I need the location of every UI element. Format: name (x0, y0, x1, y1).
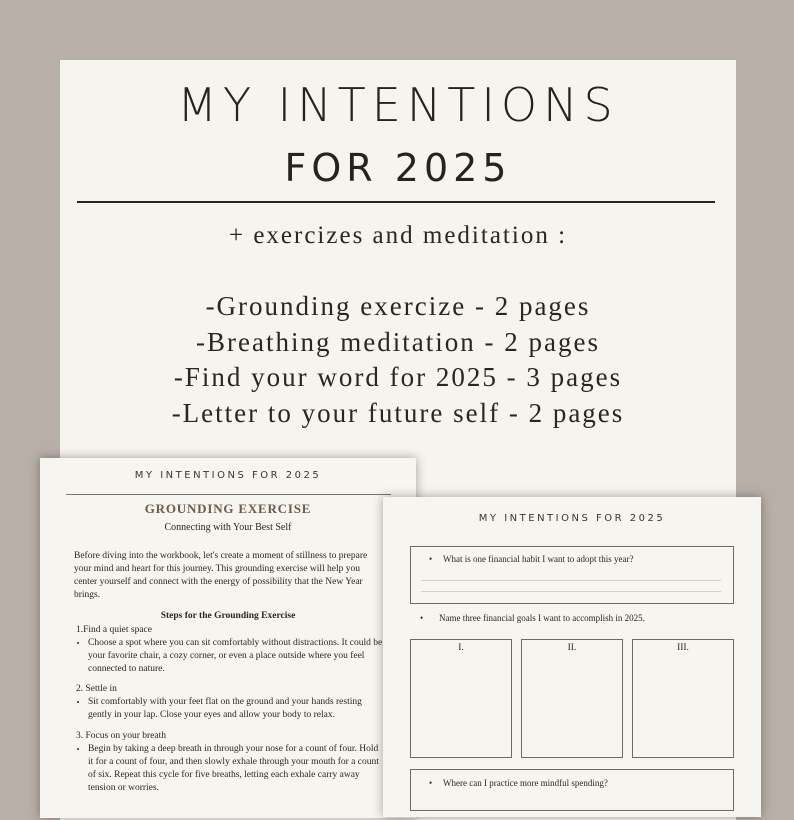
intro-paragraph: Before diving into the workbook, let's create a moment of stillness to prepare your mind and heart for this journey. This grounding exercise will help you center yourself and connect with the energy of possibility that the New Year brings. (74, 551, 368, 600)
question-box (410, 769, 734, 811)
goal-box[interactable] (521, 639, 623, 758)
step-body: • Sit comfortably with your feet flat on the ground and your hands resting gently in your lap. Close your eyes and allow your body to relax. (88, 696, 384, 722)
feature-item: -Letter to your future self - 2 pages (171, 397, 625, 428)
step-heading: 1.Find a quiet space (76, 625, 152, 635)
page-header: MY INTENTIONS FOR 2025 (134, 470, 322, 481)
feature-item: -Grounding exercize - 2 pages (205, 291, 591, 321)
title-divider (77, 201, 715, 203)
financial-goals-page (383, 497, 761, 817)
step-item (76, 624, 384, 676)
steps-title: Steps for the Grounding Exercise (160, 611, 296, 621)
feature-item: -Breathing meditation - 2 pages (196, 326, 600, 357)
step-heading: 3. Focus on your breath (76, 731, 166, 741)
question-text: Name three financial goals I want to accomplish in 2025. (439, 613, 645, 623)
page-header: MY INTENTIONS FOR 2025 (478, 513, 666, 524)
answer-line[interactable] (421, 580, 721, 581)
question-text: Where can I practice more mindful spending? (443, 778, 608, 788)
bullet-icon: • (420, 613, 424, 623)
goal-number: III. (677, 643, 689, 653)
page-subtitle: Connecting with Your Best Self (164, 522, 292, 533)
step-body: • Begin by taking a deep breath in through your nose for a count of four. Hold it for a count of four, and then slowly exhale through your mouth for a count of six. Repeat this cycle for five breaths, letting each exhale carry away tension or worries. (88, 743, 384, 795)
feature-list (60, 289, 736, 431)
feature-item: -Find your word for 2025 - 3 pages (173, 362, 623, 392)
question-box (410, 546, 734, 604)
header-divider (66, 494, 391, 495)
bullet-icon: • (429, 554, 433, 564)
cover-subtitle: + exercizes and meditation : (228, 222, 568, 249)
grounding-exercise-page (40, 458, 416, 818)
step-heading: 2. Settle in (76, 684, 117, 694)
bullet-icon: • (429, 778, 433, 788)
goal-box[interactable] (632, 639, 734, 758)
step-item (76, 730, 384, 795)
step-body: • Choose a spot where you can sit comfortably without distractions. It could be your favorite chair, a cozy corner, or even a place outside where you feel connected to nature. (88, 637, 384, 676)
goal-number: II. (567, 643, 577, 653)
cover-title-line2: FOR 2025 (284, 146, 512, 190)
question-text: What is one financial habit I want to adopt this year? (443, 554, 634, 564)
page-title: GROUNDING EXERCISE (144, 501, 312, 516)
answer-line[interactable] (421, 591, 721, 592)
step-item (76, 683, 384, 722)
cover-title-line1: MY INTENTIONS (177, 78, 619, 132)
goal-box[interactable] (410, 639, 512, 758)
goal-number: I. (458, 643, 464, 653)
